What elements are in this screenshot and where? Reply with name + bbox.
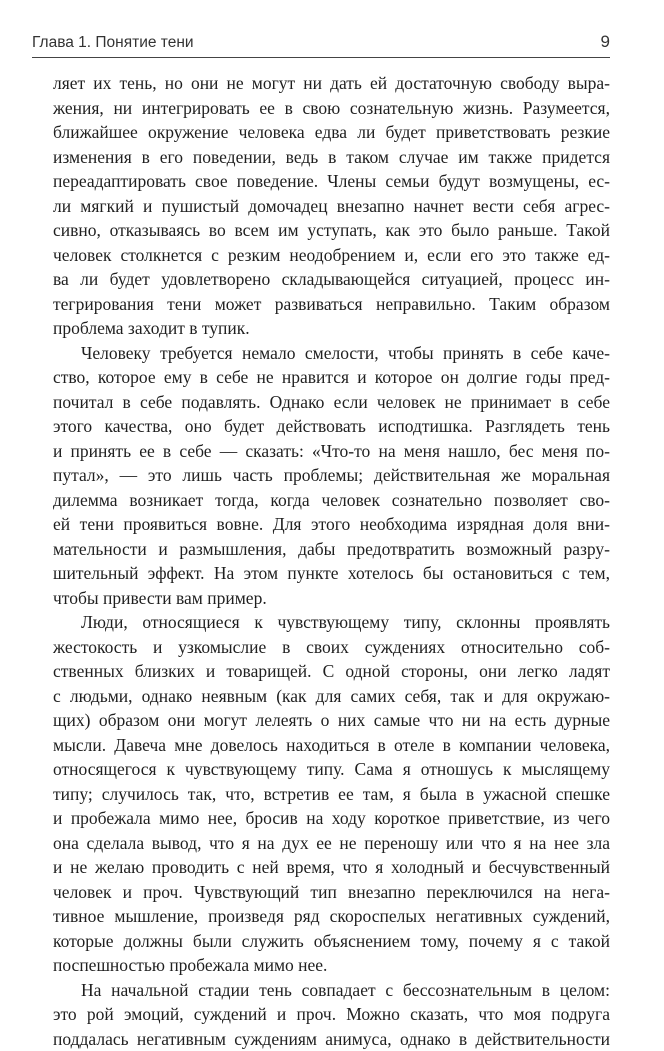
text-line: ей тени проявиться вовне. Для этого необходима изрядная доля вни- — [53, 512, 610, 537]
text-line: чтобы привести вам пример. — [53, 586, 610, 611]
body-text — [53, 71, 610, 1051]
text-line: жения, ни интегрировать ее в свою сознательную жизнь. Разумеется, — [53, 96, 610, 121]
text-line: мательности и размышления, дабы предотвратить возможный разру- — [53, 537, 610, 562]
text-line: жестокость и узкомыслие в своих суждениях относительно соб- — [53, 635, 610, 660]
text-line: и не желаю проводить с ней время, что я холодный и бесчувственный — [53, 855, 610, 880]
text-line: Человеку требуется немало смелости, чтобы принять в себе каче- — [53, 341, 610, 366]
text-line: дилемма возникает тогда, когда человек сознательно позволяет сво- — [53, 488, 610, 513]
text-line: шительный эффект. На этом пункте хотелось бы остановиться с тем, — [53, 561, 610, 586]
text-line: сивно, отказываясь во всем им уступать, как это было раньше. Такой — [53, 218, 610, 243]
text-line: она сделала вывод, что я на дух ее не переношу или что я на нее зла — [53, 831, 610, 856]
text-line: проблема заходит в тупик. — [53, 316, 610, 341]
text-line: относящегося к чувствующему типу. Сама я отношусь к мыслящему — [53, 757, 610, 782]
text-line: На начальной стадии тень совпадает с бессознательным в целом: — [53, 978, 610, 1003]
text-line: почитал в себе подавлять. Однако если человек не принимает в себе — [53, 390, 610, 415]
running-header — [32, 34, 610, 56]
text-line: изменения в его поведении, ведь в таком случае им также придется — [53, 145, 610, 170]
text-line: переадаптировать свое поведение. Члены семьи будут возмущены, ес- — [53, 169, 610, 194]
text-line: мысли. Давеча мне довелось находиться в отеле в компании человека, — [53, 733, 610, 758]
header-rule — [32, 57, 610, 58]
text-line: ближайшее окружение человека едва ли будет приветствовать резкие — [53, 120, 610, 145]
text-line: типу; случилось так, что, встретив ее там, я была в ужасной спешке — [53, 782, 610, 807]
text-line: тегрирования тени может развиваться неправильно. Таким образом — [53, 292, 610, 317]
text-line: ляет их тень, но они не могут ни дать ей достаточную свободу выра- — [53, 71, 610, 96]
text-line: и пробежала мимо нее, бросив на ходу короткое приветствие, из чего — [53, 806, 610, 831]
text-line: с людьми, однако неявным (как для самих себя, так и для окружаю- — [53, 684, 610, 709]
text-line: человек и проч. Чувствующий тип внезапно переключился на нега- — [53, 880, 610, 905]
text-line: ство, которое ему в себе не нравится и которое он долгие годы пред- — [53, 365, 610, 390]
text-line: тивное мышление, произведя ряд скороспелых негативных суждений, — [53, 904, 610, 929]
page-number: 9 — [601, 32, 610, 52]
text-line: этого качества, оно будет действовать исподтишка. Разглядеть тень — [53, 414, 610, 439]
text-line: которые должны были служить объяснением тому, почему я с такой — [53, 929, 610, 954]
text-line: это рой эмоций, суждений и проч. Можно сказать, что моя подруга — [53, 1002, 610, 1027]
text-line: ва ли будет удовлетворено складывающейся ситуацией, процесс ин- — [53, 267, 610, 292]
text-line: ли мягкий и пушистый домочадец внезапно начнет вести себя агрес- — [53, 194, 610, 219]
text-line: поспешностью пробежала мимо нее. — [53, 953, 610, 978]
chapter-title: Глава 1. Понятие тени — [32, 34, 194, 52]
text-line: и принять ее в себе — сказать: «Что-то на меня нашло, бес меня по- — [53, 439, 610, 464]
text-line: путал», — это лишь часть проблемы; действительная же моральная — [53, 463, 610, 488]
text-line: щих) образом они могут лелеять о них самые что ни на есть дурные — [53, 708, 610, 733]
text-line: поддалась негативным суждениям анимуса, однако в действительности — [53, 1027, 610, 1051]
text-line: ственных близких и товарищей. С одной стороны, они легко ладят — [53, 659, 610, 684]
text-line: Люди, относящиеся к чувствующему типу, склонны проявлять — [53, 610, 610, 635]
text-line: человек столкнется с резким неодобрением и, если его это также ед- — [53, 243, 610, 268]
